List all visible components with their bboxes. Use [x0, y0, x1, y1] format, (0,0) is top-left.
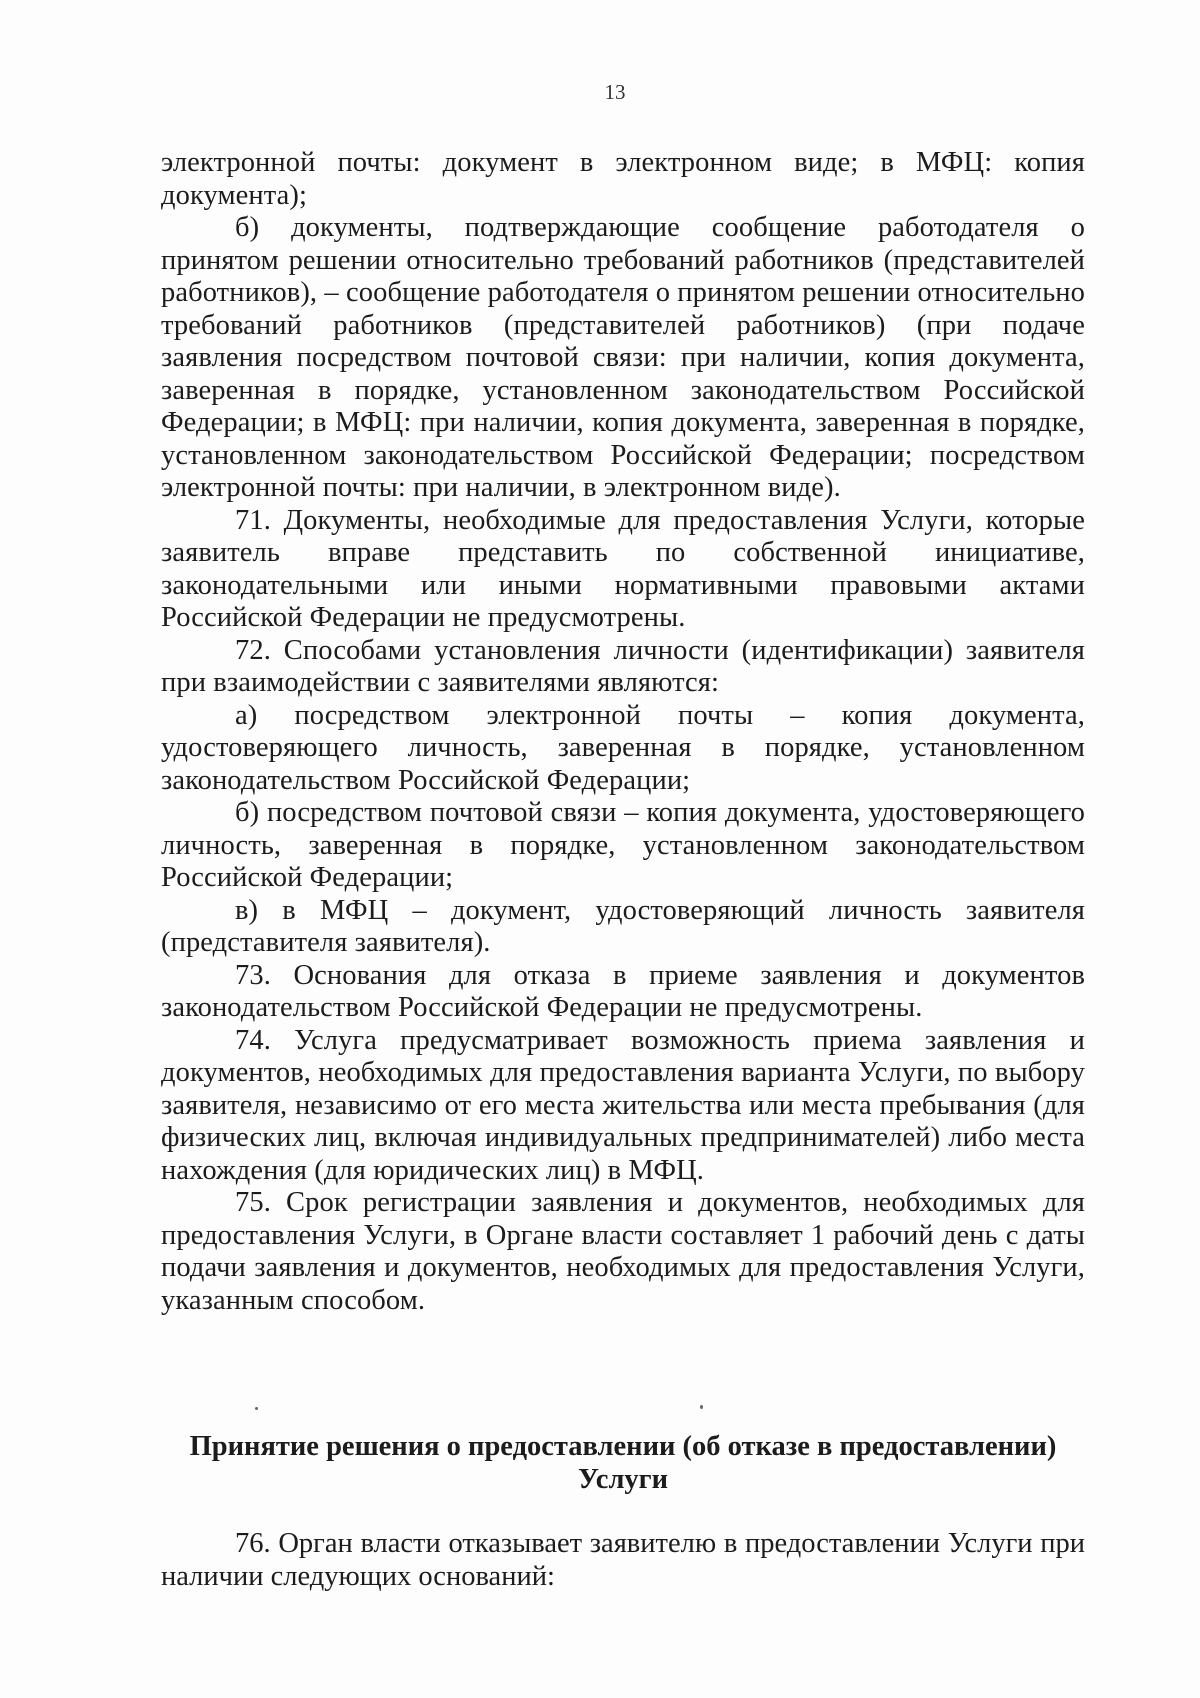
page-number: 13 [604, 80, 626, 104]
scan-speck [700, 1405, 703, 1409]
body-text [161, 147, 1085, 1317]
paragraph-72: 72. Способами установления личности (идентификации) заявителя при взаимодействии с заявителями являются: [161, 634, 1085, 698]
paragraph-72-a: а) посредством электронной почты – копия документа, удостоверяющего личность, заверенная в порядке, установленном законодательством Российской Федерации; [161, 699, 1085, 796]
section-heading [161, 1430, 1085, 1496]
paragraph-71: 71. Документы, необходимые для предоставления Услуги, которые заявитель вправе представить по собственной инициативе, законодательными или иными нормативными правовыми актами Российской Федерации не предусмотрены. [161, 504, 1085, 633]
section-heading-line-1: Принятие решения о предоставлении (об отказе в предоставлении) [189, 1431, 1057, 1462]
section-heading-line-2: Услуги [577, 1464, 669, 1495]
paragraph-73: 73. Основания для отказа в приеме заявления и документов законодательством Российской Федерации не предусмотрены. [161, 959, 1085, 1023]
body-text-after-heading [161, 1528, 1085, 1593]
paragraph-b-employer-documents: б) документы, подтверждающие сообщение работодателя о принятом решении относительно требований работников (представителей работников), – сообщение работодателя о принятом решении относительно требований работников (представителей работников) (при подаче заявления посредством почтовой связи: при наличии, копия документа, заверенная в порядке, установленном законодательством Российской Федерации; в МФЦ: при наличии, копия документа, заверенная в порядке, установленном законодательством Российской Федерации; посредством электронной почты: при наличии, в электронном виде). [161, 212, 1085, 503]
paragraph-continuation: электронной почты: документ в электронном виде; в МФЦ: копия документа); [161, 147, 1085, 211]
paragraph-74: 74. Услуга предусматривает возможность приема заявления и документов, необходимых для предоставления варианта Услуги, по выбору заявителя, независимо от его места жительства или места пребывания (для физических лиц, включая индивидуальных предпринимателей) либо места нахождения (для юридических лиц) в МФЦ. [161, 1024, 1085, 1186]
paragraph-72-b: б) посредством почтовой связи – копия документа, удостоверяющего личность, заверенная в порядке, установленном законодательством Российской Федерации; [161, 797, 1085, 893]
paragraph-75: 75. Срок регистрации заявления и документов, необходимых для предоставления Услуги, в Органе власти составляет 1 рабочий день с даты подачи заявления и документов, необходимых для предоставления Услуги, указанным способом. [161, 1187, 1085, 1316]
paragraph-72-v: в) в МФЦ – документ, удостоверяющий личность заявителя (представителя заявителя). [161, 894, 1085, 958]
paragraph-76: 76. Орган власти отказывает заявителю в предоставлении Услуги при наличии следующих оснований: [161, 1528, 1085, 1592]
scan-speck [255, 1407, 258, 1410]
